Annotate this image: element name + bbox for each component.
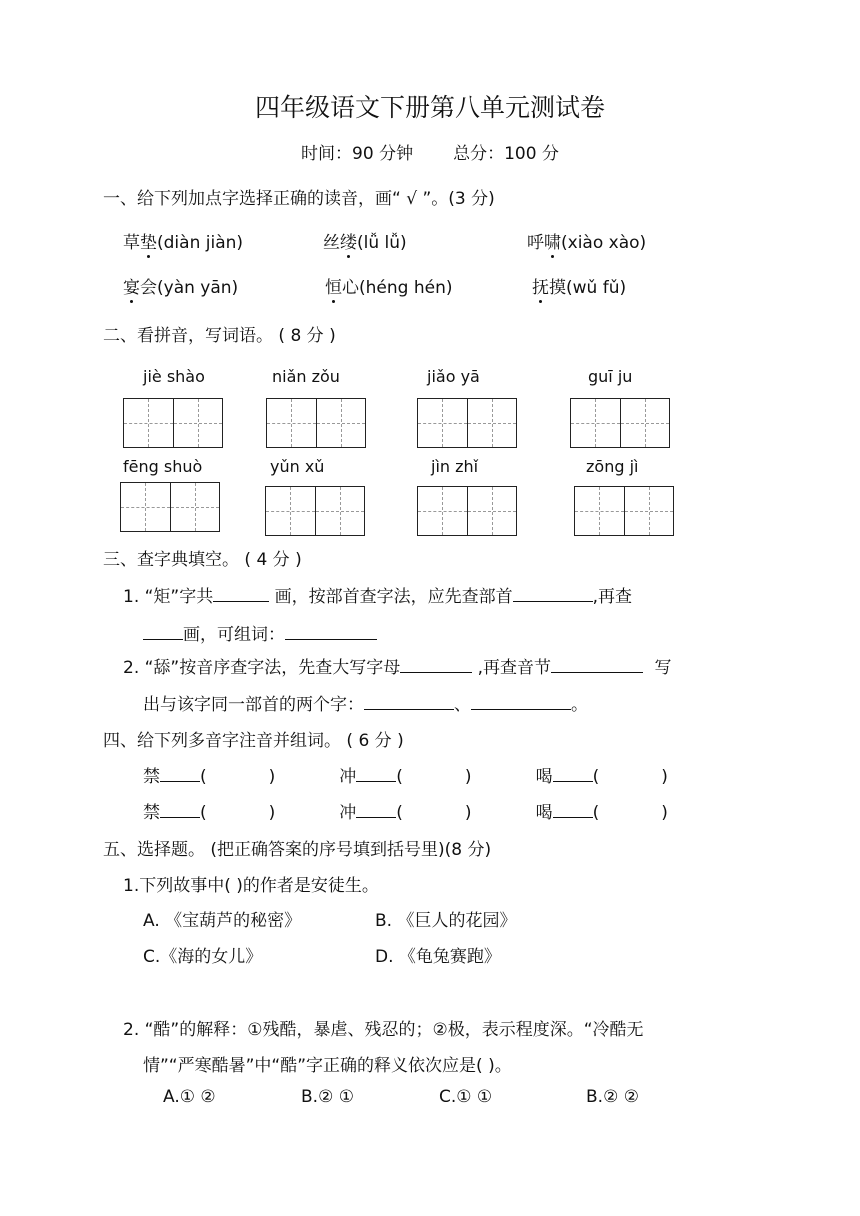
pinyin-6: yǔn xǔ xyxy=(270,457,325,476)
section-4-heading: 四、给下列多音字注音并组词。 ( 6 分 ) xyxy=(103,731,404,751)
writing-grid-2[interactable] xyxy=(266,398,366,448)
pinyin-7: jìn zhǐ xyxy=(431,457,479,476)
pinyin-3: jiǎo yā xyxy=(427,367,480,386)
s5-question-1: 1.下列故事中( )的作者是安徒生。 xyxy=(123,876,379,896)
section-1-heading: 一、给下列加点字选择正确的读音，画“ √ ”。(3 分) xyxy=(103,189,495,209)
exam-time: 时间：90 分钟 xyxy=(301,144,414,164)
section-2-heading: 二、看拼音，写词语。 ( 8 分 ) xyxy=(103,326,336,346)
s5-q1-option-a[interactable]: A. 《宝葫芦的秘密》 xyxy=(143,911,302,931)
blank[interactable] xyxy=(551,658,643,673)
s3-question-2-line-2: 出与该字同一部首的两个字： 、 。 xyxy=(143,695,588,715)
writing-grid-3[interactable] xyxy=(417,398,517,448)
writing-grid-4[interactable] xyxy=(570,398,670,448)
blank[interactable] xyxy=(160,767,200,782)
blank[interactable] xyxy=(356,767,396,782)
pinyin-5: fēng shuò xyxy=(123,457,203,476)
page-title: 四年级语文下册第八单元测试卷 xyxy=(254,93,605,122)
blank[interactable] xyxy=(160,803,200,818)
blank[interactable] xyxy=(143,625,183,640)
s1-item-6: 抚摸(wǔ fǔ) xyxy=(532,273,626,298)
s1-item-3: 呼啸(xiào xào) xyxy=(527,228,646,253)
s1-item-1: 草垫(diàn jiàn) xyxy=(123,228,243,253)
s5-q1-option-d[interactable]: D. 《龟兔赛跑》 xyxy=(375,947,501,967)
pinyin-4: guī ju xyxy=(588,367,633,386)
pinyin-8: zōng jì xyxy=(586,457,639,476)
s5-question-2-line-2: 情”“严寒酷暑”中“酷”字正确的释义依次应是( )。 xyxy=(143,1056,512,1076)
blank[interactable] xyxy=(471,695,571,710)
writing-grid-7[interactable] xyxy=(417,486,517,536)
blank[interactable] xyxy=(553,803,593,818)
s1-item-2: 丝缕(lǚ lǚ) xyxy=(323,228,407,253)
blank[interactable] xyxy=(400,658,472,673)
s1-item-4: 宴会(yàn yān) xyxy=(123,273,238,298)
section-5-heading: 五、选择题。 (把正确答案的序号填到括号里)(8 分) xyxy=(103,840,492,860)
s3-question-1-line-2: 画，可组词： xyxy=(143,620,377,645)
s1-item-5: 恒心(héng hén) xyxy=(325,273,452,298)
blank[interactable] xyxy=(356,803,396,818)
blank[interactable] xyxy=(553,767,593,782)
exam-total-score: 总分：100 分 xyxy=(453,144,559,164)
section-3-heading: 三、查字典填空。 ( 4 分 ) xyxy=(103,550,302,570)
s3-question-1-line-1: 1. “矩”字共 画，按部首查字法，应先查部首 ,再查 xyxy=(123,587,633,607)
writing-grid-1[interactable] xyxy=(123,398,223,448)
blank[interactable] xyxy=(364,695,454,710)
blank[interactable] xyxy=(513,587,593,602)
s5-q2-option-c[interactable]: C.① ① xyxy=(439,1087,493,1107)
s5-question-2-line-1: 2. “酷”的解释：①残酷，暴虐、残忍的；②极，表示程度深。“冷酷无 xyxy=(123,1020,644,1040)
polyphone-row-2: 禁 ( ) 冲 ( ) 喝 ( ) xyxy=(143,803,668,823)
pinyin-1: jiè shào xyxy=(143,367,205,386)
pinyin-2: niǎn zǒu xyxy=(272,367,340,386)
s5-q1-option-b[interactable]: B. 《巨人的花园》 xyxy=(375,911,517,931)
blank[interactable] xyxy=(285,625,377,640)
blank[interactable] xyxy=(213,587,269,602)
writing-grid-6[interactable] xyxy=(265,486,365,536)
writing-grid-5[interactable] xyxy=(120,482,220,532)
polyphone-row-1: 禁 ( ) 冲 ( ) 喝 ( ) xyxy=(143,767,668,787)
s5-q2-option-b[interactable]: B.② ① xyxy=(301,1087,354,1107)
s5-q2-option-d[interactable]: B.② ② xyxy=(586,1087,639,1107)
s5-q2-option-a[interactable]: A.① ② xyxy=(163,1087,216,1107)
exam-info xyxy=(0,139,860,164)
s5-q1-option-c[interactable]: C.《海的女儿》 xyxy=(143,947,263,967)
s3-question-2-line-1: 2. “舔”按音序查字法，先查大写字母 ,再查音节 写 xyxy=(123,658,672,678)
writing-grid-8[interactable] xyxy=(574,486,674,536)
